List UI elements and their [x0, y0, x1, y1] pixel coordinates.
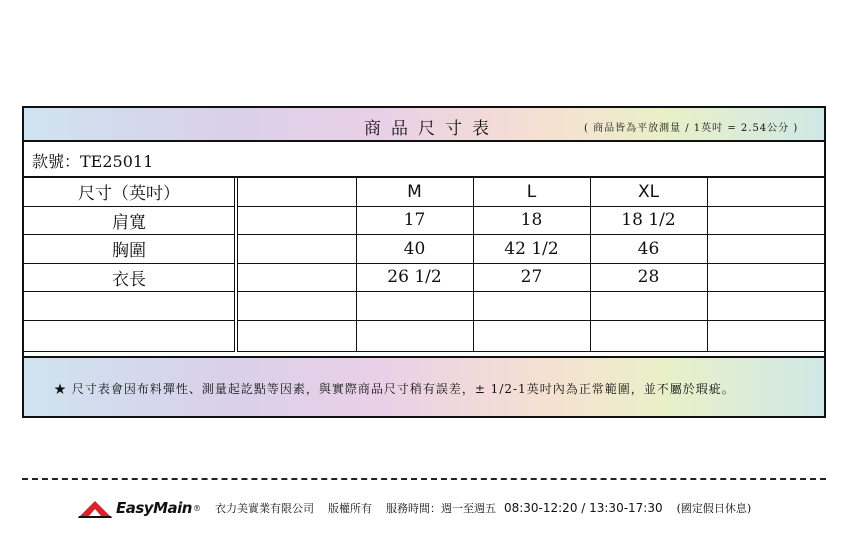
- style-number-row: [24, 142, 824, 178]
- size-m: M: [356, 178, 473, 206]
- table-cell: 18: [473, 206, 590, 235]
- table-cell: [236, 263, 356, 292]
- table-cell: [707, 320, 824, 351]
- company-name: 衣力美實業有限公司: [214, 502, 314, 515]
- table-row: [24, 320, 824, 351]
- size-table: [24, 178, 824, 352]
- table-cell: [356, 292, 473, 321]
- table-cell: [590, 320, 707, 351]
- table-cell: [707, 206, 824, 235]
- table-cell: 26 1/2: [356, 263, 473, 292]
- table-cell: [707, 178, 824, 206]
- hours-label: 服務時間：週一至週五: [385, 502, 496, 515]
- table-row: [24, 235, 824, 264]
- table-cell: 28: [590, 263, 707, 292]
- table-cell: [707, 292, 824, 321]
- size-l: L: [473, 178, 590, 206]
- table-cell: [236, 178, 356, 206]
- footer: [78, 494, 751, 522]
- table-cell: 46: [590, 235, 707, 264]
- table-cell: [590, 292, 707, 321]
- footnote-bar: [24, 356, 824, 416]
- size-chart: [22, 106, 826, 418]
- brand-name: EasyMain: [116, 499, 192, 517]
- table-cell: 42 1/2: [473, 235, 590, 264]
- table-cell: [24, 320, 236, 351]
- table-cell: [473, 320, 590, 351]
- table-cell: [236, 292, 356, 321]
- title-bar: [24, 108, 824, 142]
- table-cell: 18 1/2: [590, 206, 707, 235]
- brand-logo: EasyMain ®: [78, 498, 201, 518]
- table-cell: [24, 292, 236, 321]
- divider: [22, 478, 826, 480]
- footnote-text: ★ 尺寸表會因布料彈性、測量起訖點等因素，與實際商品尺寸稍有誤差，± 1/2-1英吋內為正常範圍，並不屬於瑕疵。: [54, 382, 735, 396]
- size-header-label: 尺寸（英吋）: [24, 178, 236, 206]
- table-cell: 17: [356, 206, 473, 235]
- table-cell: [236, 320, 356, 351]
- table-cell: 40: [356, 235, 473, 264]
- table-cell: [236, 206, 356, 235]
- row-label: 肩寬: [24, 206, 236, 235]
- holiday-note: (國定假日休息): [676, 502, 752, 515]
- row-label: 衣長: [24, 263, 236, 292]
- chart-title: 商品尺寸表: [364, 119, 499, 139]
- table-cell: 27: [473, 263, 590, 292]
- table-cell: [236, 235, 356, 264]
- measure-note: ( 商品皆為平放測量 / 1英吋 = 2.54公分 ): [584, 123, 799, 134]
- table-cell: [473, 292, 590, 321]
- table-cell: [356, 320, 473, 351]
- row-label: 胸圍: [24, 235, 236, 264]
- style-number: 款號：TE25011: [32, 152, 154, 171]
- table-row: [24, 206, 824, 235]
- table-row: [24, 292, 824, 321]
- table-row: [24, 263, 824, 292]
- size-xl: XL: [590, 178, 707, 206]
- table-cell: [707, 235, 824, 264]
- table-cell: [707, 263, 824, 292]
- table-row: [24, 178, 824, 206]
- rights-text: 版權所有: [327, 502, 372, 515]
- service-hours: 08:30-12:20 / 13:30-17:30: [503, 501, 663, 515]
- mountain-icon: [78, 498, 112, 518]
